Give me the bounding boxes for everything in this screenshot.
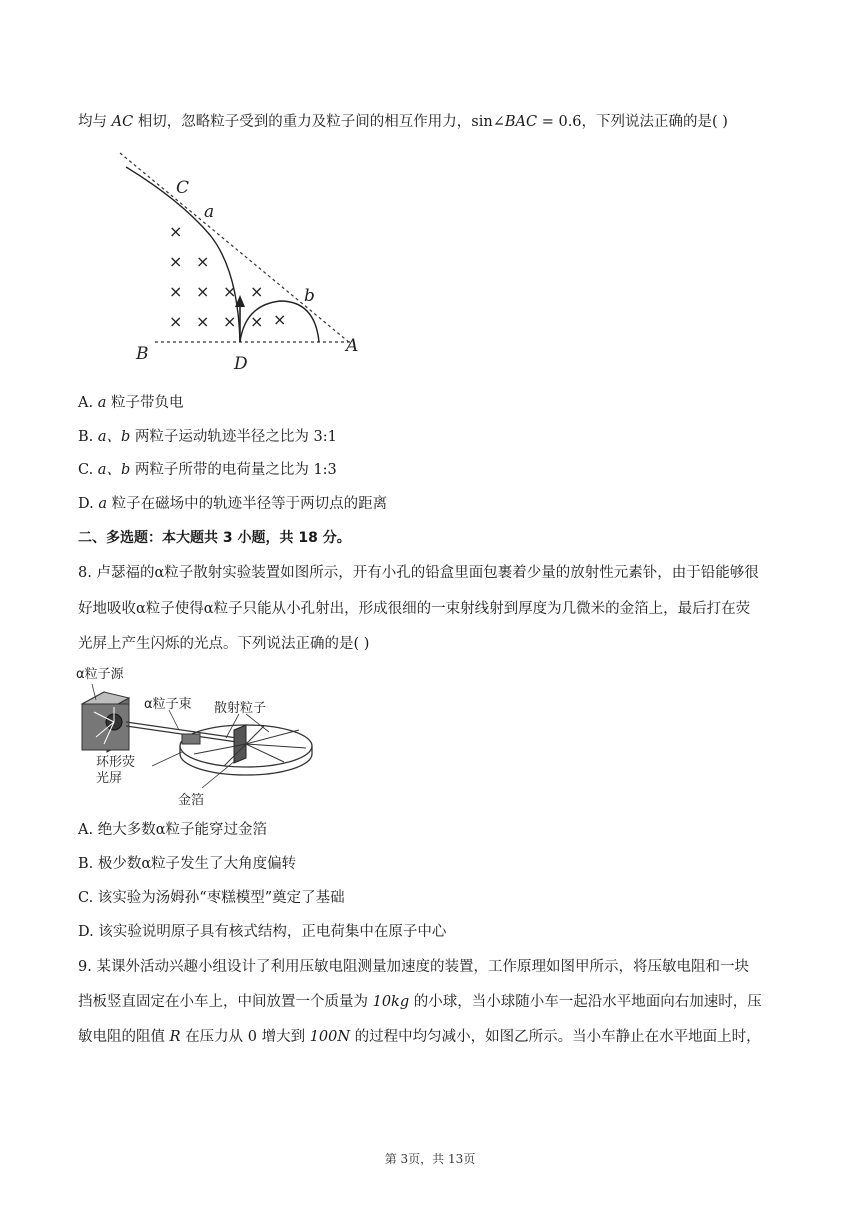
option-var: a、b bbox=[97, 429, 131, 445]
q7-stem-bac: BAC bbox=[504, 114, 538, 130]
field-cross: × bbox=[169, 312, 183, 331]
label-c: C bbox=[176, 178, 190, 198]
field-cross: × bbox=[196, 252, 210, 271]
screen-segment bbox=[182, 734, 200, 744]
label-screen-2: 光屏 bbox=[96, 771, 123, 786]
field-cross: × bbox=[250, 282, 264, 301]
label-alpha-source: α粒子源 bbox=[76, 667, 124, 682]
field-cross: × bbox=[169, 282, 183, 301]
field-cross: × bbox=[169, 252, 183, 271]
option-text: 两粒子所带的电荷量之比为 1:3 bbox=[130, 462, 337, 478]
option-text: 粒子在磁场中的轨迹半径等于两切点的距离 bbox=[106, 496, 388, 512]
q8-option-a: A. 绝大多数α粒子能穿过金箔 bbox=[78, 822, 267, 838]
label-screen-1: 环形荧 bbox=[96, 755, 136, 770]
q7-stem-ac: AC bbox=[111, 114, 134, 130]
section-header-multiple-choice: 二、多选题：本大题共 3 小题，共 18 分。 bbox=[78, 530, 351, 546]
q8-option-b: B. 极少数α粒子发生了大角度偏转 bbox=[78, 856, 297, 872]
q9-text: 的小球，当小球随小车一起沿水平地面向右加速时，压 bbox=[409, 994, 762, 1010]
field-cross: × bbox=[196, 282, 210, 301]
q7-option-a bbox=[78, 393, 183, 413]
page-footer: 第 3页，共 13页 bbox=[384, 1152, 476, 1166]
q8-line-3: 光屏上产生闪烁的光点。下列说法正确的是( ) bbox=[78, 636, 370, 652]
q9-text: 敏电阻的阻值 bbox=[78, 1029, 170, 1045]
label-gold-foil: 金箔 bbox=[178, 793, 205, 808]
option-prefix: D. bbox=[78, 496, 99, 512]
option-var: a bbox=[97, 395, 107, 411]
leader-line bbox=[152, 752, 182, 766]
field-cross: × bbox=[223, 282, 237, 301]
q9-text: 在压力从 0 增大到 bbox=[180, 1029, 310, 1045]
q9-text: 的过程中均匀减小，如图乙所示。当小车静止在水平地面上时， bbox=[350, 1029, 761, 1045]
leader-line bbox=[246, 714, 269, 732]
q9-line-2 bbox=[78, 992, 762, 1012]
q8-option-c: C. 该实验为汤姆孙“枣糕模型”奠定了基础 bbox=[78, 890, 345, 906]
q7-stem-a: 均与 bbox=[78, 114, 112, 130]
field-cross: × bbox=[250, 312, 264, 331]
label-b-point: B bbox=[136, 344, 149, 364]
option-var: a bbox=[98, 496, 107, 512]
q7-stem bbox=[78, 112, 728, 132]
option-var: a、b bbox=[97, 462, 131, 478]
q9-text: 挡板竖直固定在小车上，中间放置一个质量为 bbox=[78, 994, 373, 1010]
q9-mass: 10kg bbox=[372, 994, 410, 1010]
lead-box bbox=[82, 704, 129, 750]
label-alpha-beam: α粒子束 bbox=[144, 697, 192, 712]
q7-option-b bbox=[78, 427, 337, 447]
option-prefix: C. bbox=[78, 462, 98, 478]
option-text: 粒子带负电 bbox=[106, 395, 184, 411]
q7-figure bbox=[100, 145, 380, 375]
option-text: 两粒子运动轨迹半径之比为 3:1 bbox=[130, 429, 337, 445]
q8-figure bbox=[74, 662, 324, 810]
field-cross: × bbox=[273, 310, 287, 329]
q7-stem-b: 相切，忽略粒子受到的重力及粒子间的相互作用力，sin∠ bbox=[133, 114, 505, 130]
q8-line-2: 好地吸收α粒子使得α粒子只能从小孔射出，形成很细的一束射线射到厚度为几微米的金箔上，最后打在荧 bbox=[78, 601, 751, 617]
q9-resistance: R bbox=[169, 1029, 181, 1045]
q8-option-d: D. 该实验说明原子具有核式结构，正电荷集中在原子中心 bbox=[78, 924, 447, 940]
label-b: b bbox=[304, 286, 315, 306]
label-a-point: A bbox=[346, 336, 359, 356]
field-cross: × bbox=[196, 312, 210, 331]
q9-force: 100N bbox=[309, 1029, 351, 1045]
q7-option-d bbox=[78, 494, 387, 514]
q7-option-c bbox=[78, 460, 337, 480]
q9-line-3 bbox=[78, 1027, 761, 1047]
field-cross: × bbox=[169, 222, 183, 241]
leader-line bbox=[169, 710, 179, 730]
q7-stem-c: = 0.6，下列说法正确的是( ) bbox=[537, 114, 728, 130]
field-cross: × bbox=[223, 312, 237, 331]
option-prefix: A. bbox=[78, 395, 98, 411]
q8-line-1: 8. 卢瑟福的α粒子散射实验装置如图所示，开有小孔的铅盒里面包裹着少量的放射性元素钋，由于铅能够很 bbox=[78, 565, 759, 581]
label-d: D bbox=[234, 354, 248, 374]
label-a: a bbox=[204, 202, 215, 222]
option-prefix: B. bbox=[78, 429, 98, 445]
label-scattered-particles: 散射粒子 bbox=[214, 701, 267, 716]
q9-line-1: 9. 某课外活动兴趣小组设计了利用压敏电阻测量加速度的装置，工作原理如图甲所示，将压敏电阻和一块 bbox=[78, 959, 749, 975]
